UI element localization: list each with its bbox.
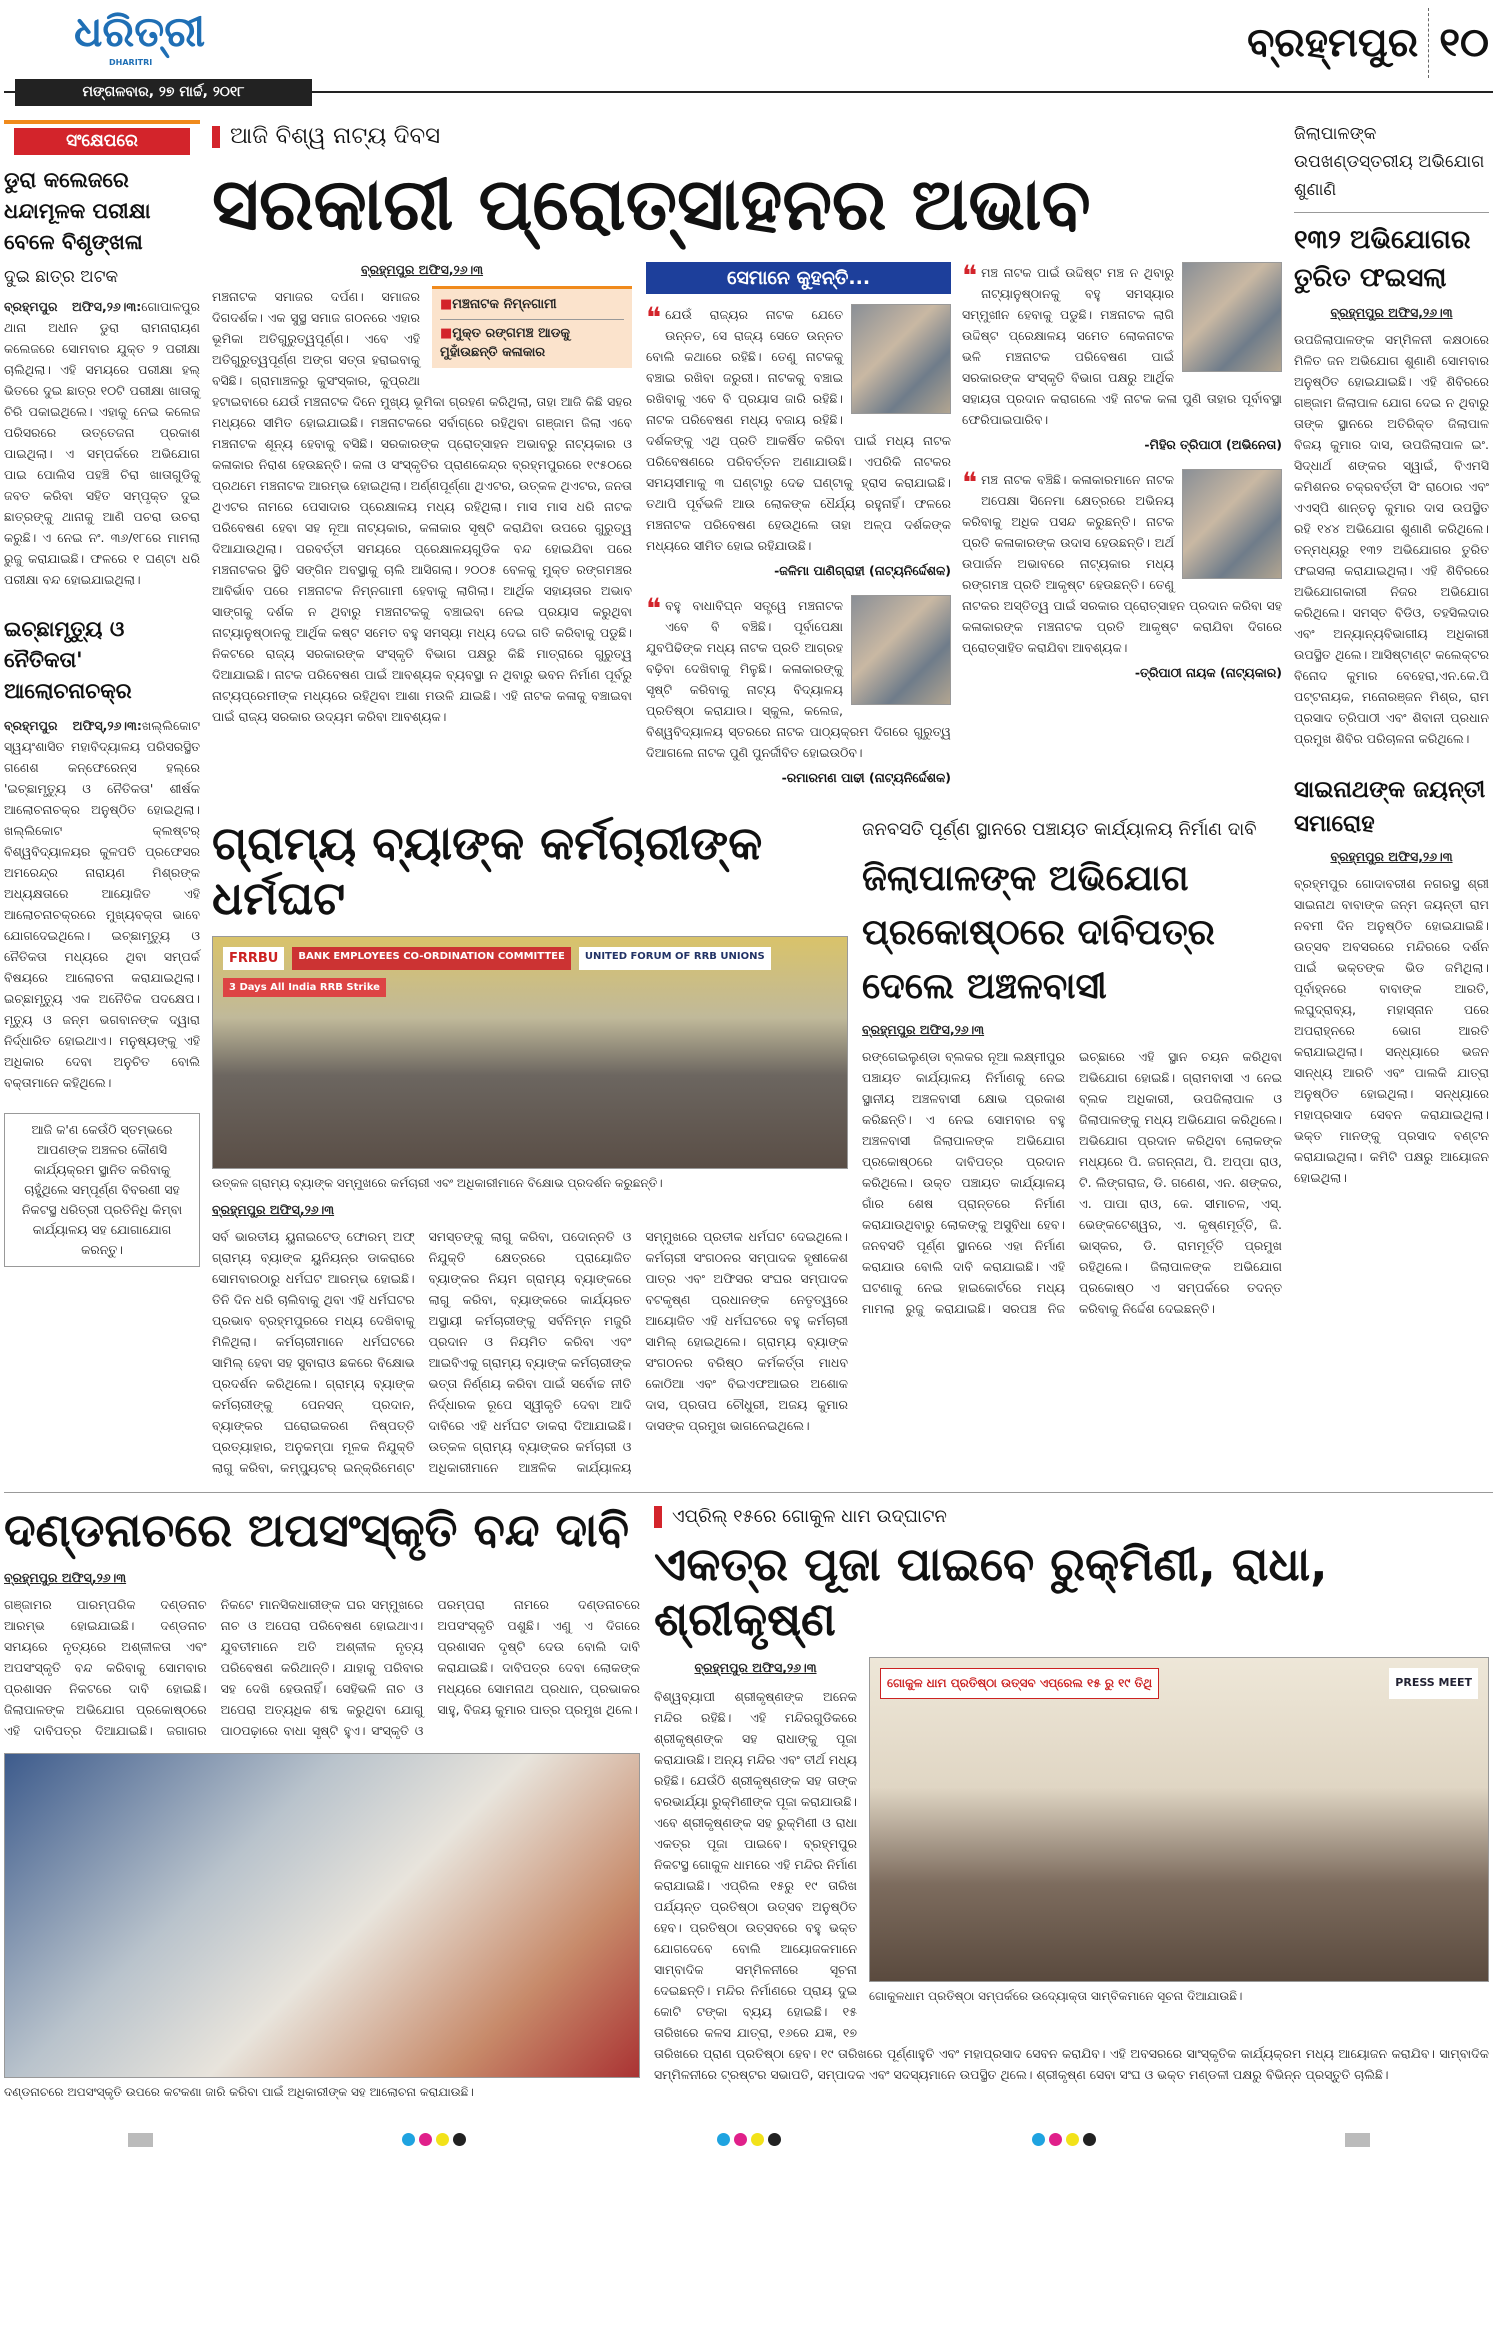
panchayat-story [862, 816, 1282, 1319]
brief-badge: ସଂକ୍ଷେପରେ [4, 120, 200, 161]
quote-2: ❝ ବହୁ ବାଧାବିଘ୍ନ ସତ୍ତ୍ୱେ ମଞ୍ଚନାଟକ ଏବେ ବି ବଞ୍ଚିଛି। ପୂର୍ବାପେକ୍ଷା ଯୁବପିଢିଙ୍କ ମଧ୍ୟ ନାଟକ ପ୍ରତି ଆଗ୍ରହ ବଢ଼ିବା ଦେଖିବାକୁ ମିଳୁଛି। କଳାକାରଙ୍କୁ ସୃଷ୍ଟି କରିବାକୁ ନାଟ୍ୟ ବିଦ୍ୟାଳୟ ପ୍ରତିଷ୍ଠା କରାଯାଉ। ସ୍କୁଲ, କଲେଜ, ବିଶ୍ୱବିଦ୍ୟାଳୟ ସ୍ତରରେ ନାଟକ ପାଠ୍ୟକ୍ରମ ଦିଗରେ ଗୁରୁତ୍ୱ ଦିଆଗଲେ ନାଟକ ପୁଣି ପୁନର୍ଜୀବିତ ହୋଇଉଠିବ। [646, 591, 951, 760]
lead-body: ମଞ୍ଚନାଟକ ସମାଜର ଦର୍ପଣ। ସମାଜର ଦିଗଦର୍ଶକ। ଏକ ସୁସ୍ଥ ସମାଜ ଗଠନରେ ଏହାର ଭୂମିକା ଅତିଗୁରୁତ୍ୱପୂର୍ଣ୍ଣ। ଏବେ ଏହି ଅତିଗୁରୁତ୍ୱପୂର୍ଣ୍ଣ ଅଙ୍ଗ ସତ୍ତା ହରାଇବାକୁ ବସିଛି। ଗ୍ରାମାଞ୍ଚଳରୁ କୁସଂସ୍କାର, କୁପ୍ରଥା ହଟାଇବାରେ ଯେଉଁ ମଞ୍ଚନାଟକ ଦିନେ ମୁଖ୍ୟ ଭୂମିକା ଗ୍ରହଣ କରିଥିଲା, ତାହା ଆଜି କିଛି ସହର ମଧ୍ୟରେ ସୀମିତ ହୋଇଯାଇଛି। ମଞ୍ଚନାଟକରେ ସର୍ବାଗ୍ରେ ରହିଥିବା ଗଞ୍ଜାମ ଜିଲା ଏବେ ମଞ୍ଚନାଟକ ଶୂନ୍ୟ ହେବାକୁ ବସିଛି। ସରକାରଙ୍କ ପ୍ରୋତ୍ସାହନ ଅଭାବରୁ ନାଟ୍ୟକାର ଓ କଳାକାର ନିରାଶ ହେଉଛନ୍ତି। କଳା ଓ ସଂସ୍କୃତିର ପ୍ରାଣକେନ୍ଦ୍ର ବ୍ରହ୍ମପୁରରେ ୧୯୫୦ରେ ପ୍ରଥମେ ମଞ୍ଚନାଟକ ଆରମ୍ଭ ହୋଇଥିଲା। ଅର୍ଣ୍ଣପୂର୍ଣ୍ଣା ଥିଏଟର, ଉତ୍କଳ ଥିଏଟର, ଜନତା ଥିଏଟର ନାମରେ ପେସାଦାର ପ୍ରେକ୍ଷାଳୟ ମଧ୍ୟ ରହିଥିଲା। ମାସ ମାସ ଧରି ନାଟକ ପରିବେଷଣ ହେବା ସହ ନୂଆ ନାଟ୍ୟକାର, କଳାକାର ସୃଷ୍ଟି କରାଯିବା ଉପରେ ଗୁରୁତ୍ୱ ଦିଆଯାଉଥିଲା। ପରବର୍ତ୍ତୀ ସମୟରେ ପ୍ରେକ୍ଷାଳୟଗୁଡିକ ବନ୍ଦ ହୋଇଯିବା ପରେ ମଞ୍ଚନାଟକର ସ୍ଥିତି ସଙ୍ଗିନ ଅବସ୍ଥାକୁ ଚାଲି ଆସିଗଲା। ୨୦୦୫ ବେଳକୁ ମୁକ୍ତ ରଙ୍ଗମଞ୍ଚର ଆବିର୍ଭାବ ପରେ ମଞ୍ଚନାଟକ ନିମ୍ନଗାମୀ ହେବାକୁ ଲାଗିଲା। ଆର୍ଥିକ ସହାୟତାର ଅଭାବ ସାଙ୍ଗକୁ ଦର୍ଶକ ନ ଥିବାରୁ ମଞ୍ଚନାଟକକୁ ବଞ୍ଚାଇବା ନେଇ ପ୍ରୟାସ କରୁଥିବା ନାଟ୍ୟାନୁଷ୍ଠାନକୁ ଆର୍ଥିକ କଷ୍ଟ ସମେତ ବହୁ ସମସ୍ୟା ମଧ୍ୟ ଦେଇ ଗତି କରିବାକୁ ପଡୁଛି। ନିକଟରେ ରାଜ୍ୟ ସରକାରଙ୍କ ସଂସ୍କୃତି ବିଭାଗ ପକ୍ଷରୁ କିଛି ମାତ୍ରାରେ ଗୁରୁତ୍ୱ ଦିଆଯାଇଛି। ନାଟକ ପରିବେଷଣ ପାଇଁ ଆବଶ୍ୟକ ବ୍ୟବସ୍ଥା ନ ଥିବାରୁ ଭବନ ନିର୍ମାଣ ପୂର୍ବରୁ ନାଟ୍ୟପ୍ରେମୀଙ୍କ ମଧ୍ୟରେ ରହିଥିବା ଆଶା ମଉଳି ଯାଇଛି। ଏହି ନାଟକ କଳାକୁ ବଞ୍ଚାଇବା ପାଇଁ ରାଜ୍ୟ ସରକାର ଉଦ୍ୟମ କରିବା ଆବଶ୍ୟକ। [212, 288, 632, 724]
gokul-body-wrap [654, 1657, 1489, 2085]
right-column [1294, 120, 1489, 1188]
danda-headline: ଦଣ୍ଡନାଚରେ ଅପସଂସ୍କୃତି ବନ୍ଦ ଦାବି [4, 1502, 630, 1557]
panchayat-body: ରଙ୍ଗେଇଲୁଣ୍ଡା ବ୍ଲକର ନୂଆ ଲକ୍ଷ୍ମୀପୁର ପଞ୍ଚାୟତ କାର୍ଯ୍ୟାଳୟ ନିର୍ମାଣକୁ ନେଇ ସ୍ଥାନୀୟ ଅଞ୍ଚଳବାସୀ କ୍ଷୋଭ ପ୍ରକାଶ କରିଛନ୍ତି। ଏ ନେଇ ସୋମବାର ବହୁ ଅଞ୍ଚଳବାସୀ ଜିଲାପାଳଙ୍କ ଅଭିଯୋଗ ପ୍ରକୋଷ୍ଠରେ ଦାବିପତ୍ର ପ୍ରଦାନ କରିଥିଲେ। ଉକ୍ତ ପଞ୍ଚାୟତ କାର୍ଯ୍ୟାଳୟ ଗାଁର ଶେଷ ପ୍ରାନ୍ତରେ ନିର୍ମାଣ କରାଯାଉଥିବାରୁ ଲୋକଙ୍କୁ ଅସୁବିଧା ହେବ। ଜନବସତି ପୂର୍ଣ୍ଣ ସ୍ଥାନରେ ଏହା ନିର୍ମାଣ କରାଯାଉ ବୋଲି ଦାବି କରାଯାଇଛି। ଏହି ଘଟଣାକୁ ନେଇ ହାଇକୋର୍ଟରେ ମଧ୍ୟ ମାମଲା ରୁଜୁ କରାଯାଇଛି। ସରପଞ୍ଚ ନିଜ ଇଚ୍ଛାରେ ଏହି ସ୍ଥାନ ଚୟନ କରିଥିବା ଅଭିଯୋଗ ହୋଇଛି। ଗ୍ରାମବାସୀ ଏ ନେଇ ବ୍ଲକ ଅଧିକାରୀ, ଉପଜିଲାପାଳ ଓ ଜିଲାପାଳଙ୍କୁ ମଧ୍ୟ ଅଭିଯୋଗ କରିଥିଲେ। ଅଭିଯୋଗ ପ୍ରଦାନ କରିଥିବା ଲୋକଙ୍କ ମଧ୍ୟରେ ପି. ଜଗନ୍ନାଥ, ପି. ଅପ୍ପା ରାଓ, ଟି. ଲିଙ୍ଗରାଜ, ଡି. ଗଣେଶ, ଏନ. ଶଙ୍କର, ଏ. ପାପା ରାଓ, କେ. ସୀମାଚଳ, ଏସ୍. ଭେଙ୍କଟେଶ୍ୱର, ଏ. କୃଷ୍ଣମୂର୍ତ୍ତି, ଜି. ଭାସ୍କର, ଡି. ରାମମୂର୍ତ୍ତି ପ୍ରମୁଖ ରହିଥିଲେ। ଜିଲାପାଳଙ୍କ ଅଭିଯୋଗ ପ୍ରକୋଷ୍ଠ ଏ ସମ୍ପର୍କରେ ତଦନ୍ତ କରିବାକୁ ନିର୍ଦ୍ଦେଶ ଦେଇଛନ୍ତି। [862, 1048, 1282, 1316]
quote-2-portrait [851, 595, 951, 705]
right-kicker: ଜିଲାପାଳଙ୍କ ଉପଖଣ୍ଡସ୍ତରୀୟ ଅଭିଯୋଗ ଶୁଣାଣି [1294, 124, 1485, 200]
lower-section [4, 1503, 1493, 2111]
masthead-logo[interactable]: ଧରିତ୍ରୀ DHARITRI [74, 7, 206, 67]
notice-box: ଆଜି କ'ଣ କେଉଁଠି ସ୍ତମ୍ଭରେ ଆପଣଙ୍କ ଅଞ୍ଚଳର କୌଣସି କାର୍ଯ୍ୟକ୍ରମ ସ୍ଥାନିତ କରିବାକୁ ଚାହୁଁଥିଲେ ସମ୍ପୂର୍ଣ୍ଣ ବିବରଣୀ ସହ ନିକଟସ୍ଥ ଧରିତ୍ରୀ ପ୍ରତିନିଧି କିମ୍ବା କାର୍ଯ୍ୟାଳୟ ସହ ଯୋଗାଯୋଗ କରନ୍ତୁ। [4, 1113, 200, 1267]
gokul-story [654, 1503, 1489, 2085]
page-divider [1428, 8, 1429, 78]
quote-icon: ❝ [646, 300, 662, 334]
gokul-body: ବିଶ୍ୱବ୍ୟାପୀ ଶ୍ରୀକୃଷ୍ଣଙ୍କ ଅନେକ ମନ୍ଦିର ରହିଛି। ଏହି ମନ୍ଦିରଗୁଡିକରେ ଶ୍ରୀକୃଷ୍ଣଙ୍କ ସହ ରାଧାଙ୍କୁ ପୂଜା କରାଯାଉଛି। ଅନ୍ୟ ମନ୍ଦିର ଏବଂ ତୀର୍ଥ ମଧ୍ୟ ରହିଛି। ଯେଉଁଠି ଶ୍ରୀକୃଷ୍ଣଙ୍କ ସହ ତାଙ୍କ ବରଭାର୍ଯ୍ୟା ରୁକ୍ମିଣୀଙ୍କ ପୂଜା କରାଯାଉଛି। ଏବେ ଶ୍ରୀକୃଷ୍ଣଙ୍କ ସହ ରୁକ୍ମିଣୀ ଓ ରାଧା ଏକତ୍ର ପୂଜା ପାଇବେ। ବ୍ରହ୍ମପୁର ନିକଟସ୍ଥ ଗୋକୁଳ ଧାମରେ ଏହି ମନ୍ଦିର ନିର୍ମାଣ କରାଯାଇଛି। ଏପ୍ରିଲ ୧୫ରୁ ୧୯ ତାରିଖ ପର୍ଯ୍ୟନ୍ତ ପ୍ରତିଷ୍ଠା ଉତ୍ସବ ଅନୁଷ୍ଠିତ ହେବ। ପ୍ରତିଷ୍ଠା ଉତ୍ସବରେ ବହୁ ଭକ୍ତ ଯୋଗଦେବେ ବୋଲି ଆୟୋଜକମାନେ ସାମ୍ବାଦିକ ସମ୍ମିଳନୀରେ ସୂଚନା ଦେଇଛନ୍ତି। ମନ୍ଦିର ନିର୍ମାଣରେ ପ୍ରାୟ ଦୁଇ କୋଟି ଟଙ୍କା ବ୍ୟୟ ହୋଇଛି। ୧୫ ତାରିଖରେ କଳସ ଯାତ୍ରା, ୧୬ରେ ଯଜ୍ଞ, ୧୭ ତାରିଖରେ ପ୍ରାଣ ପ୍ରତିଷ୍ଠା ହେବ। ୧୯ ତାରିଖରେ ପୂର୍ଣ୍ଣାହୁତି ଏବଂ ମହାପ୍ରସାଦ ସେବନ କରାଯିବ। ଏହି ଅବସରରେ ସାଂସ୍କୃତିକ କାର୍ଯ୍ୟକ୍ରମ ମଧ୍ୟ ଆୟୋଜନ କରାଯିବ। ସାମ୍ବାଦିକ ସମ୍ମିଳନୀରେ ଟ୍ରଷ୍ଟର ସଭାପତି, ସମ୍ପାଦକ ଏବଂ ସଦସ୍ୟମାନେ ଉପସ୍ଥିତ ଥିଲେ। ଶ୍ରୀକୃଷ୍ଣ ସେବା ସଂଘ ଓ ଭକ୍ତ ମଣ୍ଡଳୀ ପକ୍ଷରୁ ବିଭିନ୍ନ ପ୍ରସ୍ତୁତି ଚାଲିଛି। [654, 1689, 1489, 2083]
danda-photo-caption: ଦଣ୍ଡନାଚରେ ଅପସଂସ୍କୃତି ଉପରେ କଟକଣା ଜାରି କରିବା ପାଇଁ ଅଧିକାରୀଙ୍କ ସହ ଆଲୋଚନା କରାଯାଉଛି। [4, 2085, 474, 2100]
quote-3-portrait [1182, 262, 1282, 372]
sainath-body: ବ୍ରହ୍ମପୁର ଗୋଦାବରୀଶ ନଗରସ୍ଥ ଶ୍ରୀ ସାଇନାଥ ବାବାଙ୍କ ଜନ୍ମ ଜୟନ୍ତୀ ରାମ ନବମୀ ଦିନ ଅନୁଷ୍ଠିତ ହୋଇଯାଇଛି। ଉତ୍ସବ ଅବସରରେ ମନ୍ଦିରରେ ଦର୍ଶନ ପାଇଁ ଭକ୍ତଙ୍କ ଭିଡ ଜମିଥିଲା। ପୂର୍ବାହ୍ନରେ ବାବାଙ୍କ ଆରତି, ଲଘୁଦ୍ରାବ୍ୟ, ମହାସ୍ନାନ ପରେ ଅପରାହ୍ନରେ ଭୋଗ ଆରତି କରାଯାଇଥିଲା। ସନ୍ଧ୍ୟାରେ ଭଜନ ସାନ୍ଧ୍ୟ ଆରତି ଏବଂ ପାଲକି ଯାତ୍ରା ଅନୁଷ୍ଠିତ ହୋଇଥିଲା। ସନ୍ଧ୍ୟାରେ ମହାପ୍ରସାଦ ସେବନ କରାଯାଇଥିଲା। ଭକ୍ତ ମାନଙ୍କୁ ପ୍ରସାଦ ବଣ୍ଟନ କରାଯାଇଥିଲା। କମିଟି ପକ୍ଷରୁ ଆୟୋଜନ ହୋଇଥିଲା। [1294, 876, 1489, 1185]
print-registration-marks [4, 2125, 1493, 2155]
lead-kicker-row [212, 120, 1282, 152]
lead-body-wrap [212, 286, 632, 727]
brief-2-body: ବ୍ରହ୍ମପୁର ଅଫିସ୍,୨୬।୩:ଖଲ୍ଲିକୋଟ ସ୍ୱୟଂଶାସିତ ମହାବିଦ୍ୟାଳୟ ପରିସରସ୍ଥିତ ଗଣେଶ କନ୍ଫେରେନ୍ସ ହଲ୍‌ରେ 'ଇଚ୍ଛାମୃତ୍ୟୁ ଓ ନୈତିକତା' ଶୀର୍ଷକ ଆଲୋଚନାଚକ୍ର ଅନୁଷ୍ଠିତ ହୋଇଥିଲା। ଖଲ୍ଲିକୋଟ କ୍ଲଷ୍ଟର୍ ବିଶ୍ୱବିଦ୍ୟାଳୟର କୁଳପତି ପ୍ରଫେସର ଅମରେନ୍ଦ୍ର ନାରାୟଣ ମିଶ୍ରଙ୍କ ଅଧ୍ୟକ୍ଷତାରେ ଆୟୋଜିତ ଏହି ଆଲୋଚନାଚକ୍ରରେ ମୁଖ୍ୟବକ୍ତା ଭାବେ ଯୋଗଦେଇଥିଲେ। ଇଚ୍ଛାମୃତ୍ୟୁ ଓ ନୈତିକତା ମଧ୍ୟରେ ଥିବା ସମ୍ପର୍କ ବିଷୟରେ ଆଲୋଚନା କରାଯାଇଥିଲା। ଇଚ୍ଛାମୃତ୍ୟୁ ଏକ ଅନୈତିକ ପଦକ୍ଷେପ। ମୃତ୍ୟୁ ଓ ଜନ୍ମ ଭଗବାନଙ୍କ ଦ୍ୱାରା ନିର୍ଦ୍ଧାରିତ ହୋଇଥାଏ। ମନୁଷ୍ୟଙ୍କୁ ଏହି ଅଧିକାର ଦେବା ଅନୁଚିତ ବୋଲି ବକ୍ତାମାନେ କହିଥିଲେ। [4, 718, 200, 1090]
panchayat-kicker: ଜନବସତି ପୂର୍ଣ୍ଣ ସ୍ଥାନରେ ପଞ୍ଚାୟତ କାର୍ଯ୍ୟାଳୟ ନିର୍ମାଣ ଦାବି [862, 818, 1257, 840]
bank-story [212, 816, 848, 1478]
panchayat-headline: ଜିଲାପାଳଙ୍କ ଅଭିଯୋଗ ପ୍ରକୋଷ୍ଠରେ ଦାବିପତ୍ର ଦେଲେ ଅଞ୍ଚଳବାସୀ [862, 857, 1215, 1007]
lead-kicker: ଆଜି ବିଶ୍ୱ ନାଟ୍ୟ ଦିବସ [230, 123, 441, 149]
gokul-photo-caption: ଗୋକୁଳଧାମ ପ୍ରତିଷ୍ଠା ସମ୍ପର୍କରେ ଉଦ୍ୟୋକ୍ତା ସାମ୍ବିକମାନେ ସୂଚନା ଦିଆଯାଉଛି। [869, 1989, 1243, 2004]
masthead [4, 0, 1493, 112]
bank-photo-caption: ଉତ୍କଳ ଗ୍ରାମ୍ୟ ବ୍ୟାଙ୍କ ସମ୍ମୁଖରେ କର୍ମଚାରୀ ଏବଂ ଅଧିକାରୀମାନେ ବିକ୍ଷୋଭ ପ୍ରଦର୍ଶନ କରୁଛନ୍ତି। [212, 1175, 663, 1190]
quote-icon: ❝ [962, 465, 978, 499]
brief-2-headline: ଇଚ୍ଛାମୃତ୍ୟୁ ଓ ନୈତିକତା' ଆଲୋଚନାଚକ୍ର [4, 617, 132, 703]
bank-dateline: ବ୍ରହ୍ମପୁର ଅଫିସ୍,୨୬।୩ [212, 1201, 335, 1217]
edition-block [1247, 8, 1489, 78]
edition-name: ବ୍ରହ୍ମପୁର [1247, 20, 1419, 66]
gokul-press-photo[interactable] [869, 1657, 1489, 1982]
brief-1-subheadline: ଦୁଇ ଛାତ୍ର ଅଟକ [4, 267, 119, 287]
lead-story [212, 262, 632, 727]
gokul-headline: ଏକତ୍ର ପୂଜା ପାଇବେ ରୁକ୍ମିଣୀ, ରାଧା, ଶ୍ରୀକୃଷ୍ଣ [654, 1536, 1328, 1647]
quote-4-author: -ତ୍ରିପାଠୀ ନାୟକ (ନାଟ୍ୟକାର) [1134, 664, 1282, 680]
lead-sidebar: ■ମଞ୍ଚନାଟକ ନିମ୍ନଗାମୀ ■ମୁକ୍ତ ରଙ୍ଗମଞ୍ଚ ଆଡକୁ ମୁହାଁଉଛନ୍ତି କଳାକାର [432, 286, 632, 368]
lead-headline: ସରକାରୀ ପ୍ରୋତ୍ସାହନର ଅଭାବ [212, 162, 1091, 246]
danda-dateline: ବ୍ରହ୍ମପୁର ଅଫିସ୍,୨୬।୩ [4, 1570, 127, 1586]
left-column [4, 120, 200, 1267]
right-dateline: ବ୍ରହ୍ମପୁର ଅଫିସ,୨୬।୩ [1330, 305, 1453, 320]
kicker-bar [654, 1506, 662, 1528]
quote-1-portrait [851, 304, 951, 414]
panchayat-dateline: ବ୍ରହ୍ମପୁର ଅଫିସ,୨୬।୩ [862, 1021, 985, 1037]
brief-1-body: ବ୍ରହ୍ମପୁର ଅଫିସ,୨୬।୩:ଗୋପାଳପୁର ଥାନା ଅଧୀନ ଡୁରା ରାମନାରାୟଣ କଲେଜରେ ସୋମବାର ଯୁକ୍ତ ୨ ପରୀକ୍ଷା ଚାଲିଥିଲା। ଏହି ସମୟରେ ପରୀକ୍ଷା ହଲ୍ ଭିତରେ ଦୁଇ ଛାତ୍ର ୧୦ଟି ପରୀକ୍ଷା ଖାତାକୁ ଚିରି ପକାଇଥିଲେ। ଏହାକୁ ନେଇ କଲେଜ ପରିସରରେ ଉତ୍ତେଜନା ପ୍ରକାଶ ପାଇଥିଲା। ଏ ସମ୍ପର୍କରେ ଅଭିଯୋଗ ପାଇ ପୋଲିସ ପହଞ୍ଚି ଚିରା ଖାତାଗୁଡିକୁ ଜବତ କରିବା ସହିତ ସମ୍ପୃକ୍ତ ଦୁଇ ଛାତ୍ରଙ୍କୁ ଥାନାକୁ ଆଣି ପଚରା ଉଚରା କରୁଛି। ଏ ନେଇ ନଂ. ୩୬/୧୮ରେ ମାମଲା ରୁଜୁ କରାଯାଇଛି। ଫଳରେ ୧ ଘଣ୍ଟା ଧରି ପରୀକ୍ଷା ବନ୍ଦ ହୋଇଯାଇଥିଲା। [4, 299, 200, 587]
kicker-bar [212, 126, 220, 148]
bank-body: ସର୍ବ ଭାରତୀୟ ୟୁନାଇଟେଡ୍ ଫୋରମ୍ ଅଫ୍ ଗ୍ରାମ୍ୟ ବ୍ୟାଙ୍କ ୟୁନିୟନ୍‌ର ଡାକରାରେ ସୋମବାରଠାରୁ ଧର୍ମଘଟ ଆରମ୍ଭ ହୋଇଛି। ତିନି ଦିନ ଧରି ଚାଲିବାକୁ ଥିବା ଏହି ଧର୍ମଘଟର ପ୍ରଭାବ ବ୍ରହ୍ମପୁରରେ ମଧ୍ୟ ଦେଖିବାକୁ ମିଳିଥିଲା। କର୍ମଚାରୀମାନେ ଧର୍ମଘଟରେ ସାମିଲ୍ ହେବା ସହ ସୁବାରାଓ ଛକରେ ବିକ୍ଷୋଭ ପ୍ରଦର୍ଶନ କରିଥିଲେ। ଗ୍ରାମ୍ୟ ବ୍ୟାଙ୍କ କର୍ମଚାରୀଙ୍କୁ ପେନସନ୍ ପ୍ରଦାନ, ବ୍ୟାଙ୍କର ଘରୋଇକରଣ ନିଷ୍ପତ୍ତି ପ୍ରତ୍ୟାହାର, ଅନୁକମ୍ପା ମୂଳକ ନିଯୁକ୍ତି ଲାଗୁ କରିବା, କମ୍ପ୍ୟୁଟର୍ ଇନ୍‌କ୍ରିମେଣ୍ଟ ସମସ୍ତଙ୍କୁ ଲାଗୁ କରିବା, ପଦୋନ୍ନତି ଓ ନିଯୁକ୍ତି କ୍ଷେତ୍ରରେ ପ୍ରାୟୋଜିତ ବ୍ୟାଙ୍କର ନିୟମ ଗ୍ରାମ୍ୟ ବ୍ୟାଙ୍କରେ ଲାଗୁ କରିବା, ବ୍ୟାଙ୍କରେ କାର୍ଯ୍ୟରତ ଅସ୍ଥାୟୀ କର୍ମଚାରୀଙ୍କୁ ସର୍ବନିମ୍ନ ମଜୁରି ପ୍ରଦାନ ଓ ନିୟମିତ କରିବା ଏବଂ ଆଇବିଏକୁ ଗ୍ରାମ୍ୟ ବ୍ୟାଙ୍କ କର୍ମଚାରୀଙ୍କ ଭତ୍ତା ନିର୍ଣ୍ଣୟ କରିବା ପାଇଁ ସର୍ବୋଚ୍ଚ ନୀତି ନିର୍ଦ୍ଧାରକ ରୂପେ ସ୍ୱୀକୃତି ଦେବା ଆଦି ଦାବିରେ ଏହି ଧର୍ମଘଟ ଡାକରା ଦିଆଯାଇଛି। ଉତ୍କଳ ଗ୍ରାମ୍ୟ ବ୍ୟାଙ୍କର କର୍ମଚାରୀ ଓ ଅଧିକାରୀମାନେ ଆଞ୍ଚଳିକ କାର୍ଯ୍ୟାଳୟ ସମ୍ମୁଖରେ ପ୍ରତୀକ ଧର୍ମଘଟ ଦେଇଥିଲେ। କର୍ମଚାରୀ ସଂଗଠନର ସମ୍ପାଦକ ହୃଷୀକେଶ ପାତ୍ର ଏବଂ ଅଫିସର ସଂଘର ସମ୍ପାଦକ ବଟକୃଷ୍ଣ ପ୍ରଧାନଙ୍କ ନେତୃତ୍ୱରେ ଆୟୋଜିତ ଏହି ଧର୍ମଘଟରେ ବହୁ କର୍ମଚାରୀ ସାମିଲ୍ ହୋଇଥିଲେ। ଗ୍ରାମ୍ୟ ବ୍ୟାଙ୍କ ସଂଗଠନର ବରିଷ୍ଠ କର୍ମକର୍ତ୍ତା ମାଧବ କୋଠିଆ ଏବଂ ବିଇଏଫଆଇର ଅଶୋକ ଦାସ, ପ୍ରତାପ ଚୌଧୁରୀ, ଅଜୟ କୁମାର ଦାସଙ୍କ ପ୍ରମୁଖ ଭାଗନେଇଥିଲେ। [212, 1228, 848, 1475]
issue-date: ମଙ୍ଗଳବାର, ୨୭ ମାର୍ଚ୍ଚ, ୨୦୧୮ [15, 79, 312, 106]
gokul-kicker: ଏପ୍ରିଲ୍ ୧୫ରେ ଗୋକୁଳ ଧାମ ଉଦ୍‌ଘାଟନ [672, 1505, 947, 1527]
quotes-title: ସେମାନେ କୁହନ୍ତି... [646, 262, 951, 294]
gokul-kicker-row [654, 1503, 1489, 1531]
danda-story [4, 1503, 640, 2111]
quote-3-author: -ମିହିର ତ୍ରିପାଠୀ (ଅଭିନେତା) [1144, 436, 1282, 452]
gokul-dateline: ବ୍ରହ୍ମପୁର ଅଫିସ,୨୬।୩ [694, 1660, 817, 1676]
quotes-box [646, 258, 1282, 802]
right-headline: ୧୩୨ ଅଭିଯୋଗର ତୁରିତ ଫଇସଲା [1294, 225, 1471, 293]
brief-1-headline: ଡୁରା କଲେଜରେ ଧନ୍ଦାମୂଳକ ପରୀକ୍ଷା ବେଳେ ବିଶୃଙ୍ଖଳା [4, 168, 151, 254]
lead-row [212, 258, 1282, 802]
quote-1: ❝ ଯେଉଁ ରାଜ୍ୟର ନାଟକ ଯେତେ ଉନ୍ନତ, ସେ ରାଜ୍ୟ ସେତେ ଉନ୍ନତ ବୋଲି କଥାରେ ରହିଛି। ତେଣୁ ନାଟକକୁ ବଞ୍ଚାଇ ରଖିବା ଜରୁରୀ। ନାଟକକୁ ବଞ୍ଚାଇ ରଖିବାକୁ ଏବେ ବି ପ୍ରୟାସ ଜାରି ରହିଛି। ନାଟକ ପରିବେଷଣ ମଧ୍ୟ ବଜାୟ ରହିଛି। ଦର୍ଶକଙ୍କୁ ଏଥି ପ୍ରତି ଆକର୍ଷିତ କରିବା ପାଇଁ ମଧ୍ୟ ନାଟକ ପରିବେଷଣରେ ପରିବର୍ତ୍ତନ ଅଣାଯାଉଛି। ଏପରିକି ନାଟକର ସମୟସୀମାକୁ ୩ ଘଣ୍ଟାରୁ ଦେଢ ଘଣ୍ଟାକୁ ହ୍ରାସ କରାଯାଇଛି। ତଥାପି ପୂର୍ବଭଳି ଆଉ ଲୋକଙ୍କ ଧୈର୍ଯ୍ୟ ରହୁନାହିଁ। ଫଳରେ ମଞ୍ଚନାଟକ ପରିବେଷଣ ହେଉଥିଲେ ତାହା ଅଳ୍ପ ଦର୍ଶକଙ୍କ ମଧ୍ୟରେ ସୀମିତ ହୋଇ ରହିଯାଉଛି। [646, 300, 951, 553]
danda-meeting-photo[interactable] [4, 1753, 640, 2078]
lead-dateline: ବ୍ରହ୍ମପୁର ଅଫିସ,୨୬।୩ [360, 261, 484, 277]
quotes-col-2 [962, 258, 1282, 697]
quote-icon: ❝ [646, 591, 662, 625]
photo-banners: FRRBU BANK EMPLOYEES CO-ORDINATION COMMITTEE UNITED FORUM OF RRB UNIONS 3 Days All India RRB Strike [213, 937, 847, 1007]
right-body: ଉପଜିଲାପାଳଙ୍କ ସମ୍ମିଳନୀ କକ୍ଷଠାରେ ମିଳିତ ଜନ ଅଭିଯୋଗ ଶୁଣାଣି ସୋମବାର ଅନୁଷ୍ଠିତ ହୋଇଯାଇଛି। ଏହି ଶିବିରରେ ଗଞ୍ଜାମ ଜିଲାପାଳ ଯୋଗ ଦେଇ ନ ଥିବାରୁ ତାଙ୍କ ସ୍ଥାନରେ ଅତିରିକ୍ତ ଜିଲାପାଳ ବିଜୟ କୁମାର ଦାସ, ଉପଜିଲାପାଳ ଇଂ. ସିଦ୍ଧାର୍ଥ ଶଙ୍କର ସ୍ୱାଇଁ, ବିଏମସି କମିଶନର ଚକ୍ରବର୍ତ୍ତୀ ସିଂ ରାଠୋର ଏବଂ ଏଏସ୍‌ପି ଶାନ୍ତନୁ କୁମାର ଦାସ ଉପସ୍ଥିତ ରହି ୧୪୪ ଅଭିଯୋଗ ଶୁଣାଣି କରିଥିଲେ। ତନ୍ମଧ୍ୟରୁ ୧୩୨ ଅଭିଯୋଗର ତୁରିତ ଫଇସଲା କରାଯାଇଥିଲା। ଏହି ଶିବିରରେ ଅଭିଯୋଗକାରୀ ନିଜର ଅଭିଯୋଗ କରିଥିଲେ। ସମସ୍ତ ବିଡିଓ, ତହସିଲଦାର ଏବଂ ଅନ୍ୟାନ୍ୟବିଭାଗୀୟ ଅଧିକାରୀ ଉପସ୍ଥିତ ଥିଲେ। ଆସିଷ୍ଟାଣ୍ଟ କଲେକ୍ଟର ବିନୋଦ କୁମାର ବେହେରା,ଏନ.କେ.ପି ପଟ୍ଟନାୟକ, ମନୋରଞ୍ଜନ ମିଶ୍ର, ରାମ ପ୍ରସାଦ ତ୍ରିପାଠୀ ଏବଂ ଶିବାନୀ ପ୍ରଧାନ ପ୍ରମୁଖ ଶିବିର ପରିଚାଳନା କରିଥିଲେ। [1294, 332, 1489, 746]
quotes-col-1 [646, 262, 951, 802]
quote-4-portrait [1182, 469, 1282, 579]
page-number: ୧୦ [1439, 20, 1489, 66]
photo-banners: ଗୋକୁଳ ଧାମ ପ୍ରତିଷ୍ଠା ଉତ୍ସବ ଏପ୍ରେଲ ୧୫ ରୁ ୧୯ ତିଥି PRESS MEET [870, 1658, 1488, 1709]
sainath-headline: ସାଇନାଥଙ୍କ ଜୟନ୍ତୀ ସମାରୋହ [1294, 777, 1486, 837]
quote-2-author: -ରମାରମଣ ପାଢୀ (ନାଟ୍ୟନିର୍ଦ୍ଦେଶକ) [781, 769, 951, 785]
center-column [212, 120, 1282, 1478]
sainath-dateline: ବ୍ରହ୍ମପୁର ଅଫିସ,୨୬।୩ [1330, 849, 1453, 864]
danda-body: ଗଞ୍ଜାମର ପାରମ୍ପରିକ ଦଣ୍ଡନାଚ ଆରମ୍ଭ ହୋଇଯାଇଛି। ଦଣ୍ଡନାଚ ସମୟରେ ନୃତ୍ୟରେ ଅଶ୍ଳୀଳତା ଏବଂ ଅପସଂସ୍କୃତି ବନ୍ଦ କରିବାକୁ ସୋମବାର ପ୍ରଶାସନ ନିକଟରେ ଦାବି ହୋଇଛି। ଜିଲାପାଳଙ୍କ ଅଭିଯୋଗ ପ୍ରକୋଷ୍ଠରେ ଏହି ଦାବିପତ୍ର ଦିଆଯାଇଛି। ଜଗାଗର ନିକଟେ ମାନସିକଧାରୀଙ୍କ ଘର ସମ୍ମୁଖରେ ନାଚ ଓ ଅପେରା ପରିବେଷଣ ହୋଇଥାଏ। ଯୁବତୀମାନେ ଅତି ଅଶ୍ଳୀଳ ନୃତ୍ୟ ପରିବେଷଣ କରିଥାନ୍ତି। ଯାହାକୁ ପରିବାର ସହ ଦେଖି ହେଉନାହିଁ। ସେହିଭଳି ନାଚ ଓ ଅପେରା ଅତ୍ୟଧିକ ଶବ୍ଦ କରୁଥିବା ଯୋଗୁ ପାଠପଢ଼ାରେ ବାଧା ସୃଷ୍ଟି ହୁଏ। ସଂସ୍କୃତି ଓ ପରମ୍ପରା ନାମରେ ଦଣ୍ଡନାଚରେ ଅପସଂସ୍କୃତି ପଶୁଛି। ଏଣୁ ଏ ଦିଗରେ ପ୍ରଶାସନ ଦୃଷ୍ଟି ଦେଉ ବୋଲି ଦାବି କରାଯାଇଛି। ଦାବିପତ୍ର ଦେବା ଲୋକଙ୍କ ମଧ୍ୟରେ ସୋମନାଥ ପ୍ରଧାନ, ପ୍ରଭାକର ସାହୁ, ବିଜୟ କୁମାର ପାତ୍ର ପ୍ରମୁଖ ଥିଲେ। [4, 1597, 640, 1739]
mid-row [212, 816, 1282, 1478]
section-divider [4, 1492, 1493, 1493]
bank-headline: ଗ୍ରାମ୍ୟ ବ୍ୟାଙ୍କ କର୍ମଚାରୀଙ୍କ ଧର୍ମଘଟ [212, 815, 763, 925]
bank-protest-photo[interactable] [212, 936, 848, 1169]
quote-icon: ❝ [962, 258, 978, 292]
quote-4: ❝ ମଞ୍ଚ ନାଟକ ବଞ୍ଚିଛି। କଳାକାରମାନେ ନାଟକ ଅପେକ୍ଷା ସିନେମା କ୍ଷେତ୍ରରେ ଅଭିନୟ କରିବାକୁ ଅଧିକ ପସନ୍ଦ କରୁଛନ୍ତି। ନାଟକ ପ୍ରତି କଳାକାରଙ୍କ ଉଦାସ ହେଉଛନ୍ତି। ଅର୍ଥ ଉପାର୍ଜନ ଅଭାବରେ ନାଟ୍ୟକାର ମଧ୍ୟ ରଙ୍ଗମଞ୍ଚ ପ୍ରତି ଆକୃଷ୍ଟ ହେଉଛନ୍ତି। ତେଣୁ ନାଟକର ଅସ୍ତିତ୍ୱ ପାଇଁ ସରକାର ପ୍ରୋତ୍ସାହନ ପ୍ରଦାନ କରିବା ସହ କଳାକାରଙ୍କ ମଞ୍ଚନାଟକ ପ୍ରତି ଆକୃଷ୍ଟ କରାଯିବା ଦିଗରେ ପ୍ରୋତ୍ସାହିତ କରାଯିବା ଆବଶ୍ୟକ। [962, 465, 1282, 655]
quote-1-author: -ଜଳିମା ପାଣିଗ୍ରାହୀ (ନାଟ୍ୟନିର୍ଦ୍ଦେଶକ) [774, 562, 951, 578]
quote-3: ❝ ମଞ୍ଚ ନାଟକ ପାଇଁ ଉଦ୍ଦିଷ୍ଟ ମଞ୍ଚ ନ ଥିବାରୁ ନାଟ୍ୟାନୁଷ୍ଠାନକୁ ବହୁ ସମସ୍ୟାର ସମ୍ମୁଖୀନ ହେବାକୁ ପଡୁଛି। ମଞ୍ଚନାଟକ ଲାଗି ଉଦ୍ଦିଷ୍ଟ ପ୍ରେକ୍ଷାଳୟ ସମେତ ଲୋକନାଟକ ଭଳି ମଞ୍ଚନାଟକ ପରିବେଷଣ ପାଇଁ ସରକାରଙ୍କ ସଂସ୍କୃତି ବିଭାଗ ପକ୍ଷରୁ ଆର୍ଥିକ ସହାୟତା ପ୍ରଦାନ କରାଗଲେ ଏହି ନାଟକ କଳା ପୁଣି ତାହାର ପୂର୍ବାବସ୍ଥା ଫେରିପାଇପାରିବ। [962, 258, 1282, 427]
gokul-photo-block [869, 1657, 1489, 2015]
upper-section [4, 120, 1493, 1478]
